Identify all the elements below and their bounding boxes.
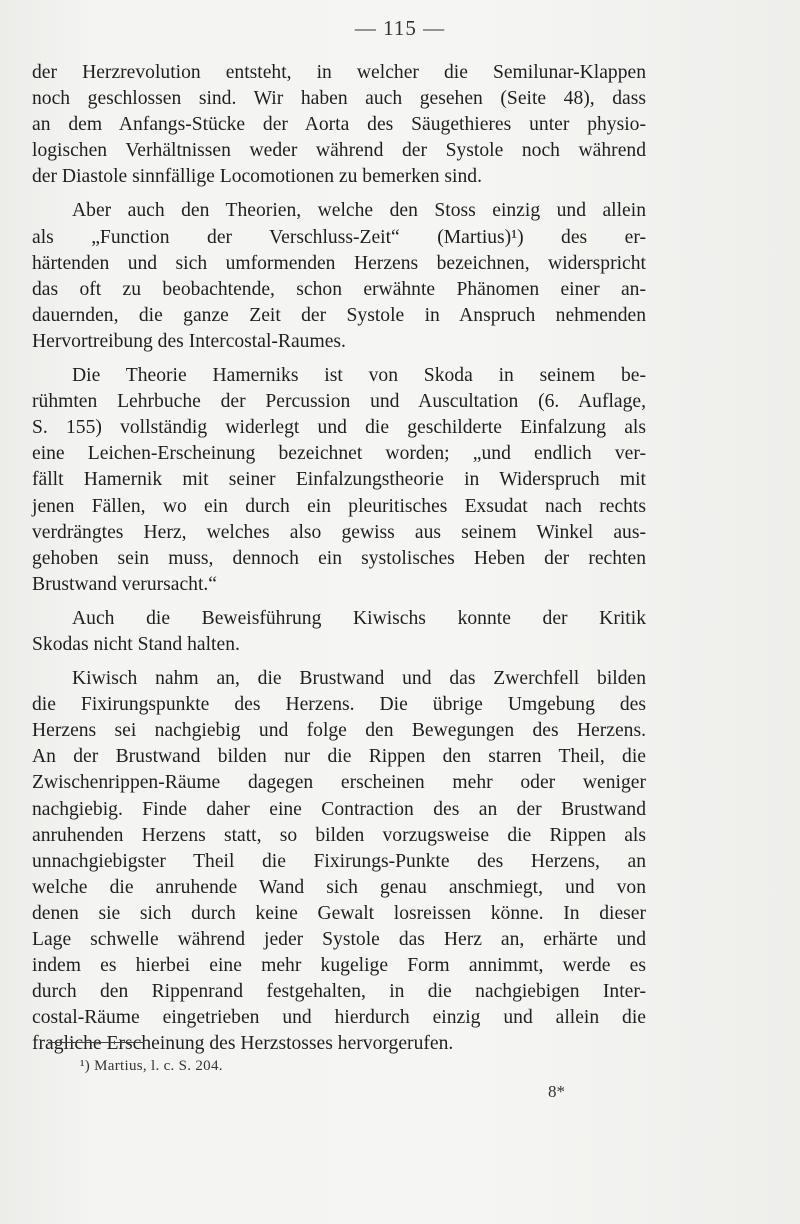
text-line: welche die anruhende Wand sich genau anschmiegt, und von [32,876,646,898]
text-line: An der Brustwand bilden nur die Rippen den starren Theil, die [32,746,646,768]
footnote-rule [48,1042,144,1043]
text-line: Lage schwelle während jeder Systole das Herz an, erhärte und [32,929,646,950]
page-number: — 115 — [354,16,446,40]
text-line: die Fixirungspunkte des Herzens. Die übrige Umgebung des [32,694,646,716]
paragraph-4 [32,606,646,658]
paragraph-5 [32,666,646,1057]
text-line: das oft zu beobachtende, schon erwähnte Phänomen einer an- [32,278,646,300]
text-line: costal-Räume eingetrieben und hierdurch einzig und allein die [32,1007,646,1029]
text-line: noch geschlossen sind. Wir haben auch gesehen (Seite 48), dass [32,88,646,110]
text-line: unnachgiebigster Theil die Fixirungs-Punkte des Herzens, an [32,850,646,872]
text-line: denen sie sich durch keine Gewalt losreissen könne. In dieser [32,902,646,924]
text-line: als „Function der Verschluss-Zeit“ (Martius)¹) des er- [32,226,646,248]
text-line: fällt Hamernik mit seiner Einfalzungstheorie in Widerspruch mit [32,469,646,491]
body-text [32,60,646,1057]
text-line: Herzens sei nachgiebig und folge den Bewegungen des Herzens. [32,720,646,742]
text-line: der Diastole sinnfällige Locomotionen zu bemerken sind. [32,166,482,188]
text-line: eine Leichen-Erscheinung bezeichnet worden; „und endlich ver- [32,443,646,465]
text-line: fragliche Erscheinung des Herzstosses hervorgerufen. [32,1033,454,1055]
text-line: logischen Verhältnissen weder während der Systole noch während [32,140,646,162]
paragraph-1 [32,60,646,190]
text-line: Kiwisch nahm an, die Brustwand und das Zwerchfell bilden [72,668,646,690]
text-line: Zwischenrippen-Räume dagegen erscheinen mehr oder weniger [32,772,646,794]
text-line: jenen Fällen, wo ein durch ein pleuritisches Exsudat nach rechts [32,495,646,517]
text-line: an dem Anfangs-Stücke der Aorta des Säugethieres unter physio- [32,114,646,136]
text-line: Skodas nicht Stand halten. [32,633,240,655]
signature-mark: 8* [548,1082,565,1101]
text-line: dauernden, die ganze Zeit der Systole in Anspruch nehmenden [32,304,646,326]
text-line: Brustwand verursacht.“ [32,573,217,595]
text-line: Aber auch den Theorien, welche den Stoss einzig und allein [72,200,646,222]
text-line: nachgiebig. Finde daher eine Contraction des an der Brustwand [32,798,646,820]
text-line: Auch die Beweisführung Kiwischs konnte der Kritik [72,607,646,629]
text-line: verdrängtes Herz, welches also gewiss aus seinem Winkel aus- [32,521,646,543]
text-line: rühmten Lehrbuche der Percussion und Auscultation (6. Auflage, [32,391,646,413]
footnote: ¹) Martius, l. c. S. 204. [80,1058,223,1074]
text-line: Hervortreibung des Intercostal-Raumes. [32,330,346,352]
text-line: anruhenden Herzens statt, so bilden vorzugsweise die Rippen als [32,824,646,846]
paragraph-2 [32,198,646,355]
text-line: indem es hierbei eine mehr kugelige Form annimmt, werde es [32,955,646,977]
text-line: härtenden und sich umformenden Herzens bezeichnen, widerspricht [32,252,646,274]
text-line: S. 155) vollständig widerlegt und die geschilderte Einfalzung als [32,417,646,439]
paragraph-3 [32,363,646,598]
text-line: Die Theorie Hamerniks ist von Skoda in seinem be- [72,365,646,387]
text-line: gehoben sein muss, dennoch ein systolisches Heben der rechten [32,547,646,569]
text-line: durch den Rippenrand festgehalten, in die nachgiebigen Inter- [32,981,646,1003]
text-line: der Herzrevolution entsteht, in welcher die Semilunar-Klappen [32,62,646,83]
